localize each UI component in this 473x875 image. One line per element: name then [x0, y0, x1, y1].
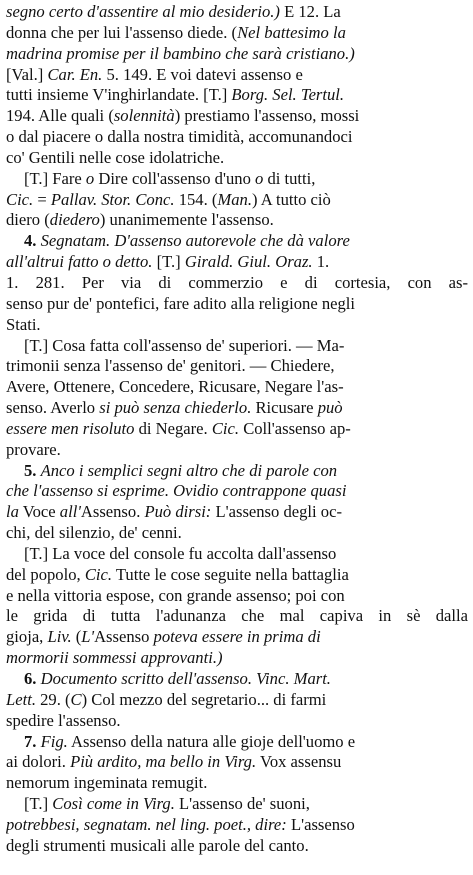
- text-run: co' Gentili nelle cose idolatriche.: [6, 147, 225, 167]
- line-inner: [6, 502, 342, 521]
- text-line: [6, 419, 468, 440]
- text-line: [6, 732, 468, 753]
- line-inner: [6, 127, 353, 146]
- text-line: [6, 752, 468, 773]
- italic-text-run: diedero: [49, 210, 100, 230]
- text-run: gioja,: [6, 627, 48, 647]
- line-inner: [6, 85, 344, 104]
- text-run: le grida di tutta l'adunanza che mal capiva in sè dalla: [6, 606, 468, 626]
- text-line: [6, 231, 468, 252]
- line-inner: [6, 627, 321, 646]
- text-run: senso. Averlo: [6, 398, 100, 418]
- text-run: ) prestiamo l'assenso, mossi: [174, 106, 360, 126]
- section-number: 4.: [24, 231, 41, 251]
- line-inner: [6, 377, 344, 396]
- text-run: Ricusare: [251, 398, 318, 418]
- text-line: [6, 210, 468, 231]
- text-run: [T.]: [24, 794, 53, 814]
- italic-text-run: mormorii sommessi approvanti.): [6, 648, 223, 668]
- text-line: [6, 85, 468, 106]
- italic-text-run: segno certo d'assentire al mio desiderio.): [6, 2, 285, 21]
- text-line: [6, 836, 468, 857]
- text-run: ) Col mezzo del segretario... di farmi: [81, 689, 327, 709]
- text-run: [Val.]: [6, 64, 48, 84]
- text-line: [6, 815, 468, 836]
- text-run: di Negare.: [134, 418, 212, 438]
- italic-text-run: Più ardito, ma bello in Virg.: [70, 752, 257, 772]
- text-run: E 12. La: [284, 2, 341, 21]
- line-inner: [6, 252, 329, 271]
- italic-text-run: potrebbesi, segnatam. nel ling. poet., dire:: [6, 814, 287, 834]
- section-number: 5.: [24, 460, 41, 480]
- text-line: [6, 481, 468, 502]
- italic-text-run: Borg. Sel. Tertul.: [231, 85, 345, 105]
- text-line: [6, 148, 468, 169]
- line-inner: [6, 523, 182, 542]
- text-run: del popolo,: [6, 564, 85, 584]
- line-inner: [6, 148, 224, 167]
- line-inner: [6, 2, 341, 21]
- italic-text-run: può: [317, 398, 343, 418]
- text-run: provare.: [6, 439, 61, 459]
- text-line: [6, 315, 468, 336]
- text-line: [6, 502, 468, 523]
- line-inner: [6, 690, 326, 709]
- text-line: [6, 606, 468, 627]
- italic-text-run: all'altrui fatto o detto.: [6, 252, 153, 272]
- text-line: [6, 544, 468, 565]
- text-run: L'assenso: [286, 814, 355, 834]
- italic-text-run: Così come in Virg.: [52, 794, 175, 814]
- text-line: [6, 773, 468, 794]
- text-line: [6, 127, 468, 148]
- italic-text-run: Fig.: [40, 731, 68, 751]
- text-line: [6, 440, 468, 461]
- line-inner: [6, 23, 346, 42]
- italic-text-run: Cic.: [211, 418, 240, 438]
- text-line: [6, 461, 468, 482]
- text-line: [6, 794, 468, 815]
- text-run: Assenso.: [80, 502, 145, 522]
- italic-text-run: che l'assenso si esprime. Ovidio contrappone quasi: [6, 481, 347, 501]
- text-run: Avere, Ottenere, Concedere, Ricusare, Negare l'as-: [6, 377, 344, 397]
- text-run: 194. Alle quali (: [6, 106, 114, 126]
- line-inner: [6, 273, 468, 292]
- text-run: [T.] Cosa fatta coll'assenso de' superiori. — Ma-: [24, 335, 345, 355]
- text-run: [T.] La voce del console fu accolta dall'assenso: [24, 543, 337, 563]
- italic-text-run: Lett.: [6, 689, 36, 709]
- section-number: 7.: [24, 731, 41, 751]
- italic-text-run: la: [6, 502, 19, 522]
- line-inner: [6, 815, 355, 834]
- text-run: 29. (: [35, 689, 71, 709]
- text-run: =: [33, 189, 51, 209]
- text-line: [6, 106, 468, 127]
- text-run: Voce: [18, 502, 60, 522]
- text-run: ) A tutto ciò: [252, 189, 331, 209]
- dictionary-page: [6, 2, 468, 857]
- line-inner: [6, 294, 355, 313]
- text-run: Coll'assenso ap-: [239, 418, 351, 438]
- italic-text-run: o: [255, 168, 264, 188]
- italic-text-run: Cic.: [6, 189, 34, 209]
- section-number: 6.: [24, 669, 41, 688]
- line-inner: [24, 461, 337, 480]
- line-inner: [24, 669, 331, 688]
- line-inner: [6, 836, 309, 855]
- line-inner: [24, 336, 344, 355]
- text-run: nemorum ingeminata remugit.: [6, 773, 208, 793]
- line-inner: [24, 169, 315, 188]
- line-inner: [6, 44, 355, 63]
- line-inner: [24, 732, 355, 751]
- italic-text-run: Documento scritto dell'assenso. Vinc. Mart.: [40, 669, 331, 688]
- line-inner: [6, 773, 207, 792]
- italic-text-run: Man.: [217, 189, 252, 209]
- text-run: [T.]: [152, 252, 185, 272]
- text-run: (: [71, 627, 82, 647]
- text-run: 1. 281. Per via di commerzio e di cortesia, con as-: [6, 272, 468, 292]
- line-inner: [6, 106, 359, 125]
- text-line: [6, 252, 468, 273]
- italic-text-run: Nel battesimo la: [237, 22, 346, 42]
- text-run: 5. 149. E voi datevi assenso e: [102, 64, 303, 84]
- text-run: ) unanimemente l'assenso.: [99, 210, 274, 230]
- text-line: [6, 2, 468, 23]
- italic-text-run: si può senza chiederlo.: [99, 398, 252, 418]
- text-run: [T.] Fare: [24, 168, 86, 188]
- line-inner: [6, 315, 41, 334]
- line-inner: [6, 190, 331, 209]
- text-run: donna che per lui l'assenso diede. (: [6, 22, 238, 42]
- text-line: [6, 273, 468, 294]
- italic-text-run: C: [70, 689, 82, 709]
- text-line: [6, 377, 468, 398]
- text-line: [6, 690, 468, 711]
- italic-text-run: Anco i semplici segni altro che di parole con: [40, 460, 338, 480]
- text-line: [6, 294, 468, 315]
- text-run: L'assenso degli oc-: [211, 502, 342, 522]
- line-inner: [6, 586, 345, 605]
- line-inner: [6, 440, 61, 459]
- text-run: Assenso della natura alle gioje dell'uomo e: [67, 731, 356, 751]
- text-run: di tutti,: [263, 168, 316, 188]
- italic-text-run: Liv.: [47, 627, 72, 647]
- text-run: Vox assensu: [256, 752, 342, 772]
- text-line: [6, 190, 468, 211]
- line-inner: [6, 752, 341, 771]
- text-line: [6, 398, 468, 419]
- line-inner: [24, 544, 336, 563]
- text-line: [6, 565, 468, 586]
- line-inner: [6, 398, 343, 417]
- line-inner: [6, 711, 121, 730]
- text-line: [6, 669, 468, 690]
- text-run: Stati.: [6, 314, 41, 334]
- text-line: [6, 65, 468, 86]
- line-inner: [6, 606, 468, 625]
- italic-text-run: Segnatam. D'assenso autorevole che dà valore: [40, 231, 350, 251]
- text-line: [6, 586, 468, 607]
- text-run: ai dolori.: [6, 752, 71, 772]
- text-run: Assenso: [94, 627, 154, 647]
- italic-text-run: solennità: [113, 106, 175, 126]
- italic-text-run: Car. En.: [47, 64, 103, 84]
- text-run: spedire l'assenso.: [6, 710, 121, 730]
- text-run: e nella vittoria espose, con grande assenso; poi con: [6, 585, 345, 605]
- text-run: tutti insieme V'inghirlandate. [T.]: [6, 85, 232, 105]
- italic-text-run: o: [85, 168, 95, 188]
- italic-text-run: essere men risoluto: [6, 418, 135, 438]
- text-run: diero (: [6, 210, 50, 230]
- italic-text-run: madrina promise per il bambino che sarà cristiano.): [6, 43, 355, 63]
- italic-text-run: Girald. Giul. Oraz.: [184, 252, 313, 272]
- text-run: chi, del silenzio, de' cenni.: [6, 523, 182, 543]
- text-line: [6, 336, 468, 357]
- line-inner: [6, 565, 349, 584]
- text-line: [6, 44, 468, 65]
- text-line: [6, 711, 468, 732]
- line-inner: [24, 231, 350, 250]
- italic-text-run: all': [59, 502, 81, 522]
- text-run: 1.: [312, 252, 330, 272]
- italic-text-run: poteva essere in prima di: [153, 627, 321, 647]
- text-run: o dal piacere o dalla nostra timidità, accomunandoci: [6, 127, 353, 147]
- text-run: Tutte le cose seguite nella battaglia: [112, 564, 349, 584]
- line-inner: [6, 419, 351, 438]
- italic-text-run: Pallav. Stor. Conc.: [50, 189, 175, 209]
- line-inner: [6, 65, 303, 84]
- line-inner: [6, 356, 335, 375]
- line-inner: [24, 794, 310, 813]
- italic-text-run: L': [81, 627, 95, 647]
- text-line: [6, 356, 468, 377]
- text-line: [6, 169, 468, 190]
- text-run: Dire coll'assenso d'uno: [94, 168, 256, 188]
- italic-text-run: Cic.: [84, 564, 113, 584]
- text-line: [6, 648, 468, 669]
- text-run: L'assenso de' suoni,: [174, 794, 310, 814]
- line-inner: [6, 481, 346, 500]
- text-line: [6, 23, 468, 44]
- italic-text-run: Può dirsi:: [144, 502, 212, 522]
- text-line: [6, 523, 468, 544]
- line-inner: [6, 648, 223, 667]
- text-run: degli strumenti musicali alle parole del canto.: [6, 835, 309, 855]
- text-run: 154. (: [174, 189, 218, 209]
- line-inner: [6, 210, 274, 229]
- text-run: senso pur de' pontefici, fare adito alla religione negli: [6, 293, 356, 313]
- text-line: [6, 627, 468, 648]
- text-run: trimonii senza l'assenso de' genitori. — Chiedere,: [6, 356, 335, 376]
